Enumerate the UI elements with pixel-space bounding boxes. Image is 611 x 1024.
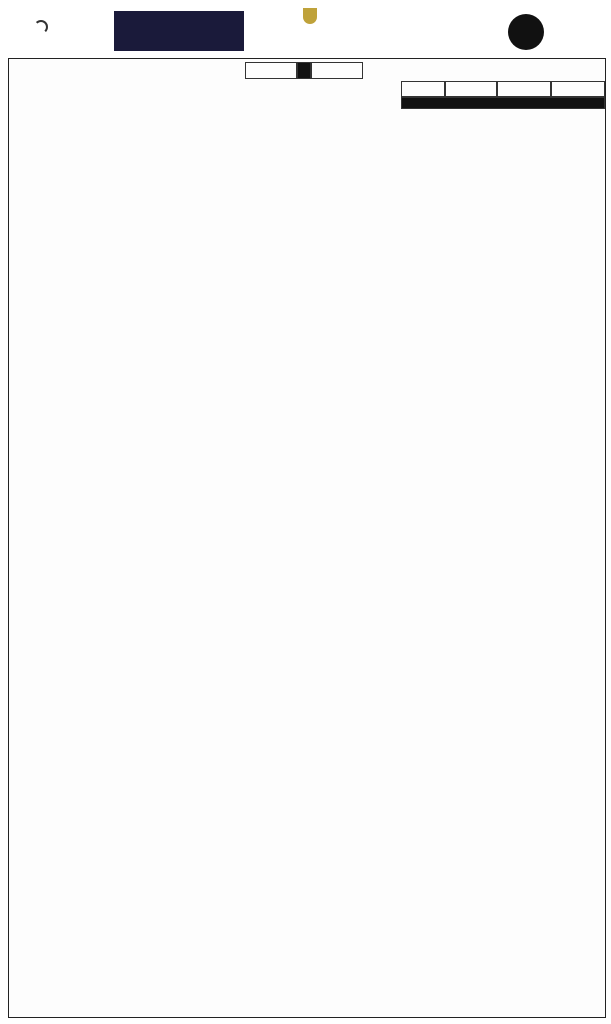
fpfs-logo <box>508 14 544 50</box>
score-x <box>297 62 311 79</box>
date-month <box>497 81 551 97</box>
signal-icon <box>34 20 48 34</box>
trophy-icon <box>303 8 317 24</box>
match-info <box>11 81 399 171</box>
liga-logo <box>282 8 338 56</box>
conexao-logo <box>34 14 96 48</box>
date-year <box>551 81 605 97</box>
team2-section <box>9 593 607 1019</box>
team1-section <box>9 171 607 599</box>
home-team-title <box>9 59 241 79</box>
pilatti-logo <box>114 11 244 51</box>
score-sheet <box>8 58 606 1018</box>
date-day <box>445 81 497 97</box>
home-score <box>245 62 297 79</box>
away-team-title <box>369 59 605 79</box>
date-block <box>401 81 605 177</box>
away-score <box>311 62 363 79</box>
gs-logo <box>362 12 492 56</box>
